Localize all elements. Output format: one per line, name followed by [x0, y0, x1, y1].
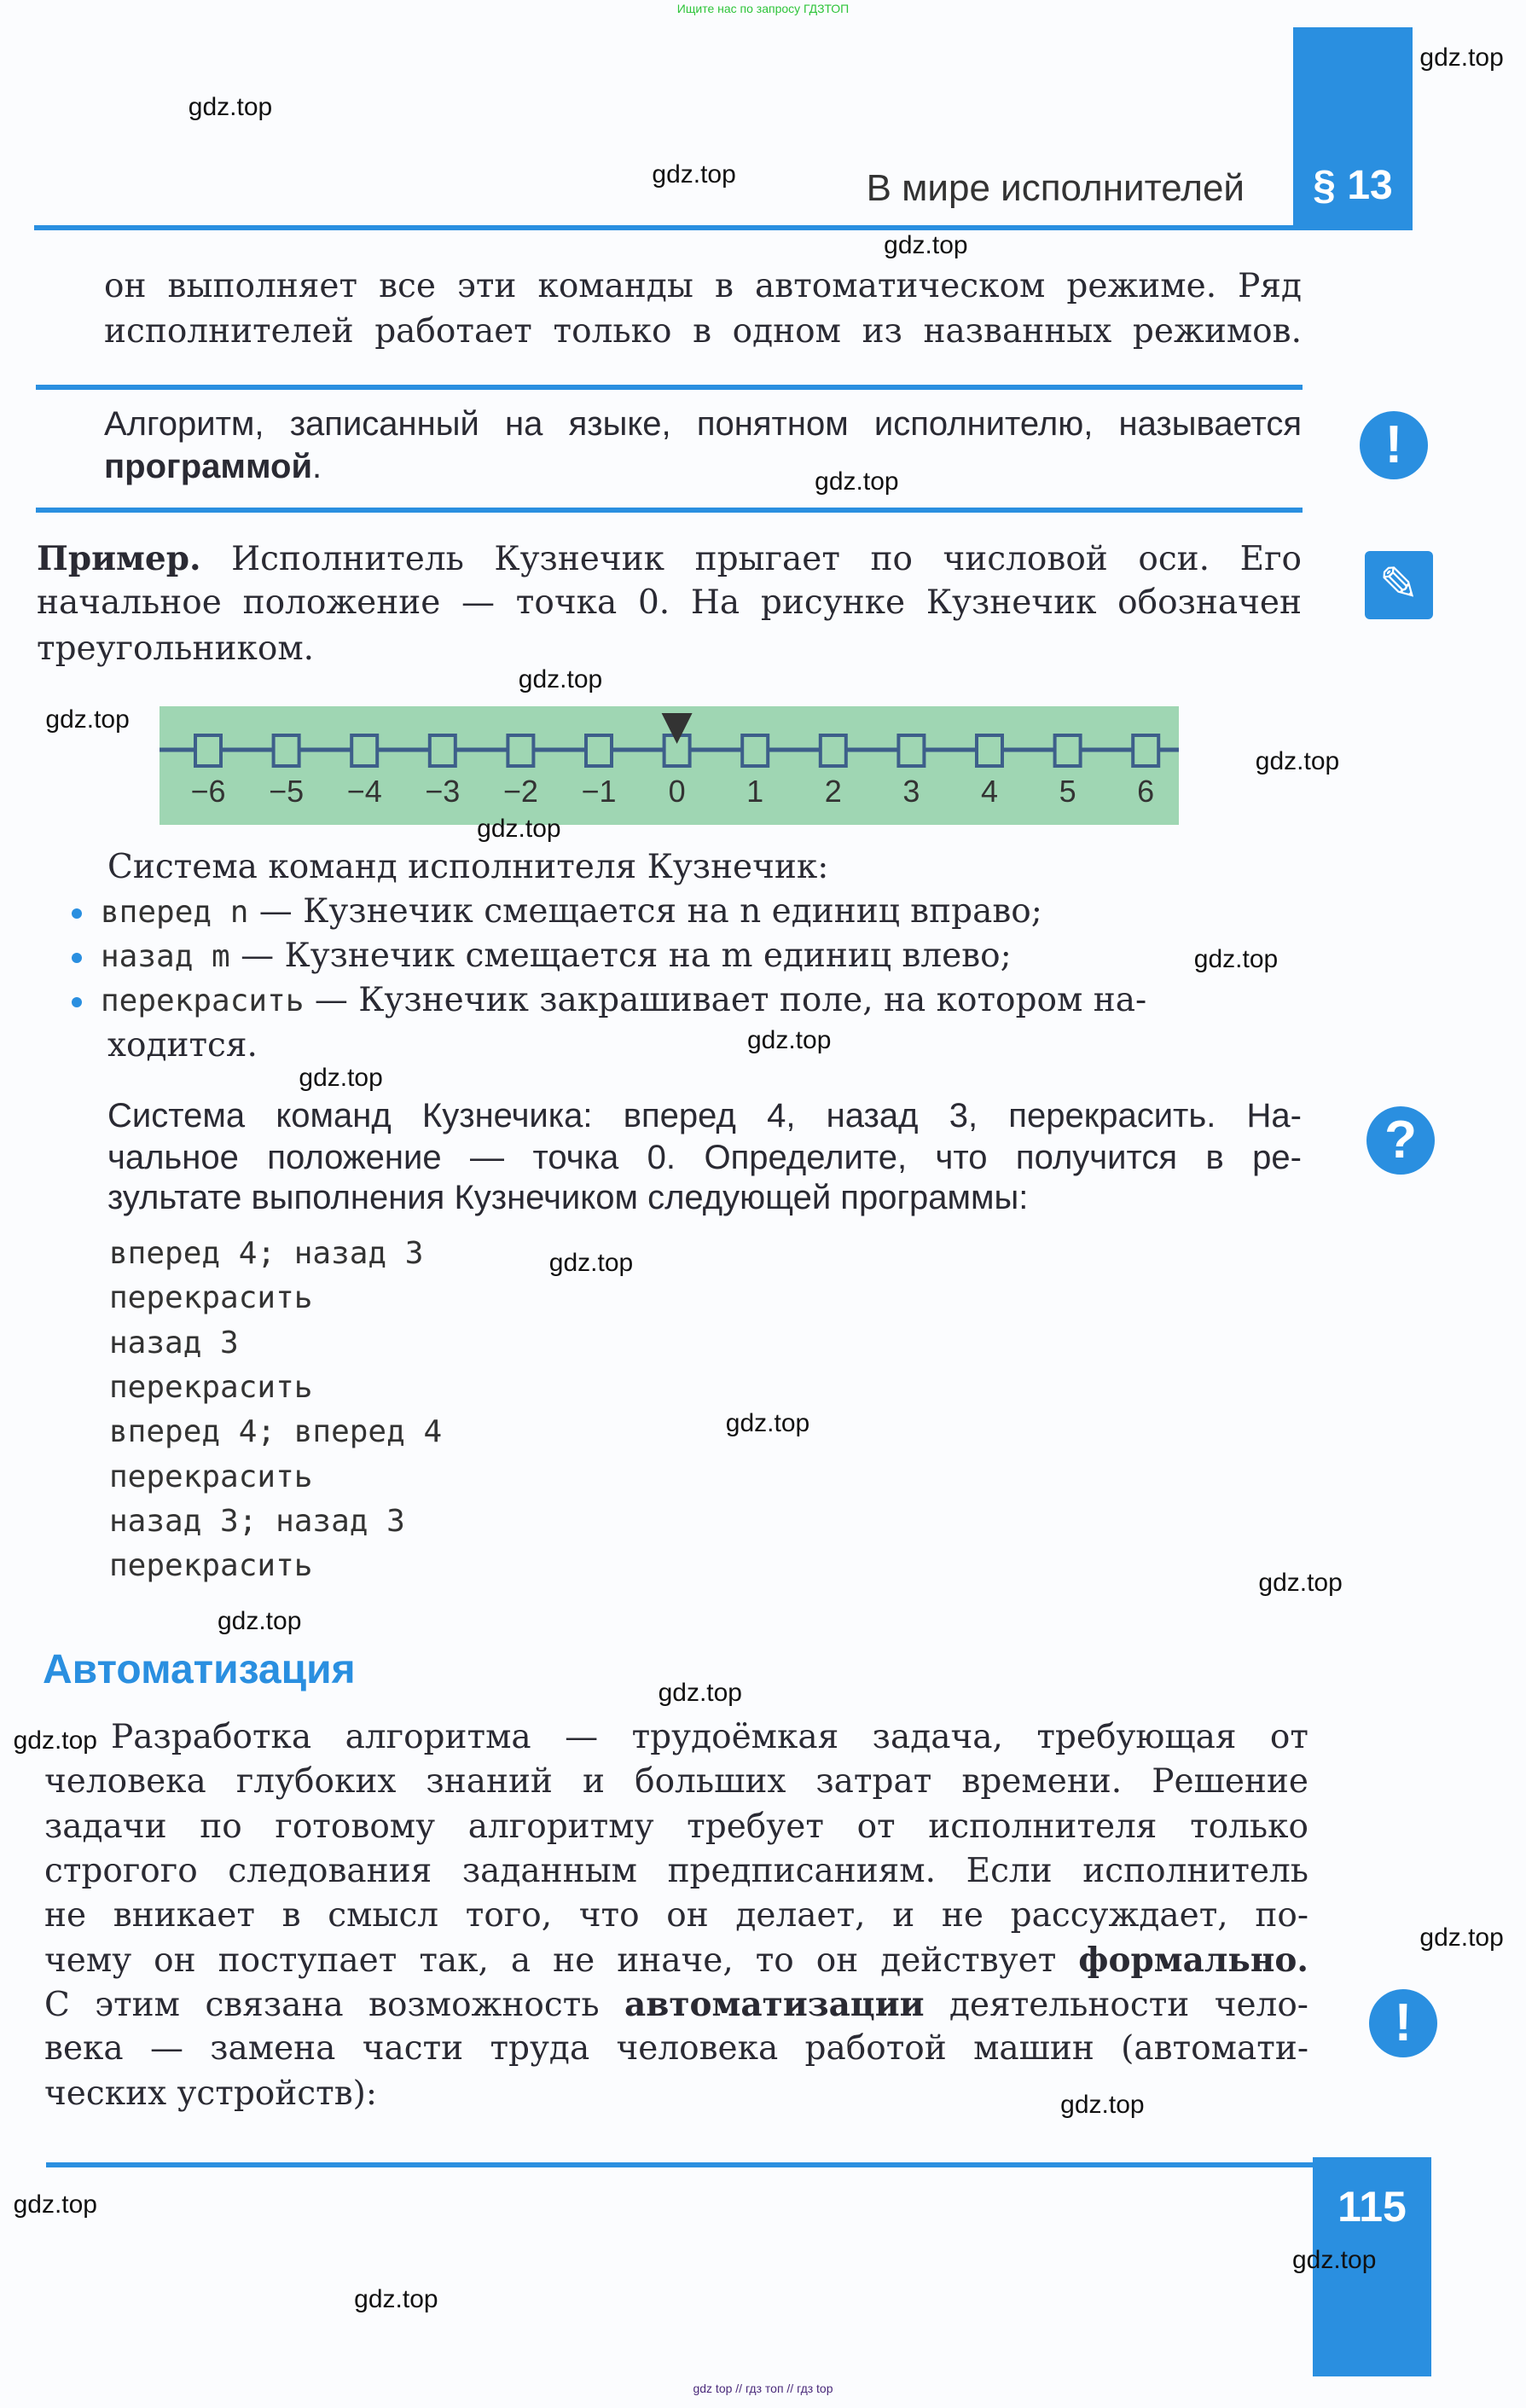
tick-label: 6 [1137, 774, 1155, 809]
watermark: gdz.top [815, 467, 899, 496]
example-line: треугольником. [37, 630, 315, 668]
watermark: gdz.top [884, 231, 968, 259]
watermark: gdz.top [354, 2285, 438, 2314]
tick-label: −1 [581, 774, 617, 809]
exclamation-icon: ! [1360, 411, 1428, 479]
command-description: — Кузнечик смещается на n единиц вправо; [248, 892, 1042, 931]
tick-label: −3 [425, 774, 461, 809]
watermark: gdz.top [652, 160, 736, 189]
watermark: gdz.top [13, 1726, 98, 1755]
cell [742, 735, 768, 766]
tick-label: 2 [824, 774, 842, 809]
definition-line: Алгоритм, записанный на языке, понятном исполнителю, называется [104, 405, 1302, 443]
watermark: gdz.top [1258, 1568, 1343, 1597]
tick-label: −6 [190, 774, 226, 809]
program-line: перекрасить [109, 1369, 313, 1405]
cell [351, 735, 377, 766]
pencil-icon: ✎ [1365, 551, 1433, 619]
command-name: перекрасить [101, 984, 305, 1018]
watermark: gdz.top [725, 1408, 810, 1437]
automation-line: не вникает в смысл того, что он делает, и не рассуждает, по- [44, 1896, 1308, 1935]
page-number: 115 [1337, 2183, 1407, 2231]
automation-line: века — замена части труда человека работой машин (автомати- [44, 2029, 1308, 2068]
tick-label: −4 [346, 774, 382, 809]
definition-rule-bottom [36, 508, 1303, 513]
automation-text: чему он поступает так, а не иначе, то он действует [44, 1941, 1079, 1980]
question-icon: ? [1366, 1106, 1435, 1175]
command-description: — Кузнечик закрашивает поле, на котором на- [304, 981, 1147, 1019]
tick-label: 1 [746, 774, 764, 809]
watermark: gdz.top [299, 1063, 383, 1092]
cell [898, 735, 924, 766]
program-line: назад 3 [109, 1325, 239, 1361]
program-line: вперед 4; вперед 4 [109, 1414, 443, 1450]
tick-label: −5 [269, 774, 305, 809]
automation-line: ческих устройств): [44, 2074, 377, 2113]
command-item [72, 892, 1042, 932]
cell [1055, 735, 1081, 766]
footer-watermark: gdz top // гдз топ // гдз top [693, 2382, 833, 2395]
example-line [37, 539, 1302, 579]
command-item [72, 937, 1012, 977]
definition-term: программой [104, 448, 313, 485]
cell [586, 735, 612, 766]
section-heading-automation: Автоматизация [43, 1647, 356, 1692]
cell [508, 735, 533, 766]
watermark: gdz.top [13, 2190, 98, 2219]
watermark: gdz.top [188, 93, 273, 121]
header-rule [34, 225, 1413, 230]
tick-label: 3 [902, 774, 920, 809]
number-line-figure [160, 706, 1179, 825]
commands-heading: Система команд исполнителя Кузнечик: [107, 848, 829, 886]
exclamation-icon: ! [1369, 1989, 1437, 2057]
tick-label: 5 [1059, 774, 1076, 809]
cell [274, 735, 299, 766]
bullet-icon [72, 997, 82, 1007]
cell [977, 735, 1002, 766]
tick-label: 4 [980, 774, 999, 809]
cell [430, 735, 455, 766]
bullet-icon [72, 908, 82, 919]
bullet-icon [72, 953, 82, 963]
chapter-title: В мире исполнителей [866, 167, 1245, 209]
automation-line: задачи по готовому алгоритму требует от исполнителя только [44, 1807, 1308, 1846]
watermark: gdz.top [1291, 2245, 1377, 2274]
automation-line: строгого следования заданным предписаниям. Если исполнитель [44, 1852, 1308, 1890]
number-line [160, 706, 1179, 825]
automation-term: формально. [1078, 1941, 1308, 1980]
intro-line: исполнителей работает только в одном из названных режимов. [104, 312, 1302, 351]
example-text: Исполнитель Кузнечик прыгает по числовой оси. Его [200, 540, 1302, 578]
command-item-tail: ходится. [107, 1026, 258, 1065]
tick-label: −2 [502, 774, 538, 809]
program-line: перекрасить [109, 1280, 313, 1316]
example-line: начальное положение — точка 0. На рисунке Кузнечик обозначен [37, 583, 1302, 622]
definition-line [104, 447, 322, 486]
watermark: gdz.top [1193, 945, 1279, 973]
watermark: gdz.top [1419, 44, 1504, 73]
watermark: gdz.top [518, 665, 603, 694]
cell [195, 735, 221, 766]
automation-term: автоматизации [624, 1985, 925, 2024]
tick-label: 0 [668, 774, 686, 809]
task-line: Система команд Кузнечика: вперед 4, назад 3, перекрасить. На- [107, 1097, 1302, 1134]
command-name: вперед n [101, 895, 249, 930]
watermark: gdz.top [548, 1249, 634, 1278]
watermark: gdz.top [658, 1679, 743, 1708]
task-line: зультате выполнения Кузнечиком следующей программы: [107, 1179, 1029, 1216]
definition-end: . [312, 448, 322, 485]
automation-line: человека глубоких знаний и больших затрат времени. Решение [44, 1762, 1308, 1801]
watermark: gdz.top [1255, 746, 1340, 775]
cell [821, 735, 846, 766]
watermark: gdz.top [45, 705, 130, 734]
cell [1133, 735, 1158, 766]
intro-line: он выполняет все эти команды в автоматическом режиме. Ряд [104, 267, 1302, 305]
automation-line [44, 1941, 1308, 1981]
watermark: gdz.top [746, 1026, 832, 1055]
watermark: gdz.top [217, 1606, 302, 1635]
automation-text: деятельности чело- [924, 1986, 1308, 2024]
program-line: назад 3; назад 3 [109, 1503, 405, 1539]
section-number: § 13 [1313, 163, 1393, 208]
example-label: Пример. [37, 539, 201, 578]
program-line: вперед 4; назад 3 [109, 1236, 424, 1271]
program-line: перекрасить [109, 1548, 313, 1584]
automation-line [44, 1985, 1308, 2025]
automation-text: С этим связана возможность [44, 1986, 624, 2024]
watermark: gdz.top [1060, 2090, 1145, 2119]
command-name: назад m [101, 939, 230, 974]
definition-rule-top [36, 385, 1303, 390]
program-line: перекрасить [109, 1459, 313, 1494]
watermark: gdz.top [1419, 1923, 1504, 1952]
task-line: чальное положение — точка 0. Определите, что получится в ре- [107, 1139, 1302, 1176]
footer-rule [46, 2162, 1314, 2167]
automation-line: Разработка алгоритма — трудоёмкая задача, требующая от [111, 1718, 1308, 1756]
watermark: gdz.top [477, 815, 561, 843]
search-banner: Ищите нас по запросу ГДЗТОП [676, 2, 850, 15]
command-item [72, 981, 1146, 1021]
command-description: — Кузнечик смещается на m единиц влево; [229, 937, 1012, 975]
